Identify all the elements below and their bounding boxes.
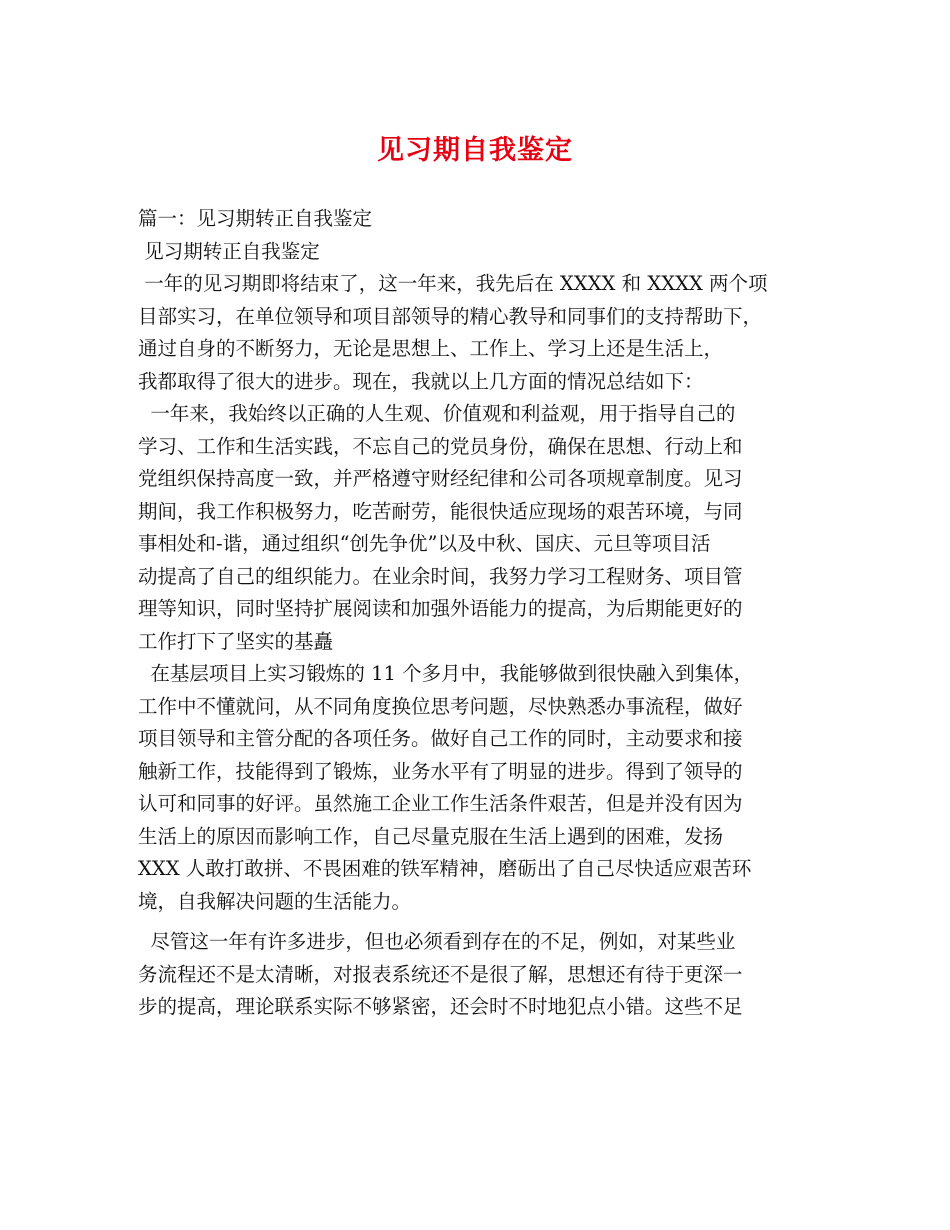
paragraph-2-line: 理等知识，同时坚持扩展阅读和加强外语能力的提高，为后期能更好的 xyxy=(138,597,743,620)
paragraph-1-line: 目部实习，在单位领导和项目部领导的精心教导和同事们的支持帮助下， xyxy=(138,304,763,328)
paragraph-1-line: 我都取得了很大的进步。现在，我就以上几方面的情况总结如下： xyxy=(138,369,704,393)
paragraph-3-line: 认可和同事的好评。虽然施工企业工作生活条件艰苦，但是并没有因为 xyxy=(138,792,743,815)
paragraph-spacer xyxy=(138,918,818,926)
document-body xyxy=(138,203,818,1024)
subtitle-line: 见习期转正自我鉴定 xyxy=(138,239,320,263)
paragraph-2-line: 工作打下了坚实的基矗 xyxy=(138,629,334,653)
paragraph-2-line: 事相处和-谐，通过组织“创先争优”以及中秋、国庆、元旦等项目活 xyxy=(138,532,711,555)
paragraph-3-line: 触新工作，技能得到了锻炼，业务水平有了明显的进步。得到了领导的 xyxy=(138,759,743,783)
paragraph-1-line: 通过自身的不断努力，无论是思想上、工作上、学习上还是生活上， xyxy=(138,337,724,360)
paragraph-3-line: 生活上的原因而影响工作，自己尽量克服在生活上遇到的困难，发扬 xyxy=(138,824,724,848)
paragraph-3-line: 境，自我解决问题的生活能力。 xyxy=(138,889,412,913)
document-title: 见习期自我鉴定 xyxy=(377,135,573,166)
paragraph-2-line: 学习、工作和生活实践，不忘自己的党员身份，确保在思想、行动上和 xyxy=(138,434,743,458)
paragraph-3-line: 项目领导和主管分配的各项任务。做好自己工作的同时，主动要求和接 xyxy=(138,727,743,750)
paragraph-3-line: XXX 人敢打敢拼、不畏困难的铁军精神，磨砺出了自己尽快适应艰苦环 xyxy=(138,857,752,880)
paragraph-2-line: 党组织保持高度一致，并严格遵守财经纪律和公司各项规章制度。见习 xyxy=(138,467,743,490)
paragraph-2-line: 动提高了自己的组织能力。在业余时间，我努力学习工程财务、项目管 xyxy=(138,564,743,588)
paragraph-3-line: 工作中不懂就问，从不同角度换位思考问题，尽快熟悉办事流程，做好 xyxy=(138,694,743,718)
paragraph-1-line: 一年的见习期即将结束了，这一年来，我先后在 XXXX 和 XXXX 两个项 xyxy=(138,272,768,295)
paragraph-2-line: 期间，我工作积极努力，吃苦耐劳，能很快适应现场的艰苦环境，与同 xyxy=(138,499,743,523)
section-heading: 篇一：见习期转正自我鉴定 xyxy=(138,207,373,230)
paragraph-4-line: 务流程还不是太清晰，对报表系统还不是很了解，思想还有待于更深一 xyxy=(138,962,743,986)
paragraph-3-line: 在基层项目上实习锻炼的 11 个多月中，我能够做到很快融入到集体， xyxy=(138,662,754,685)
paragraph-4-line: 尽管这一年有许多进步，但也必须看到存在的不足，例如，对某些业 xyxy=(138,930,736,953)
paragraph-2-line: 一年来，我始终以正确的人生观、价值观和利益观，用于指导自己的 xyxy=(138,402,736,425)
paragraph-4-line: 步的提高，理论联系实际不够紧密，还会时不时地犯点小错。这些不足 xyxy=(138,995,743,1018)
